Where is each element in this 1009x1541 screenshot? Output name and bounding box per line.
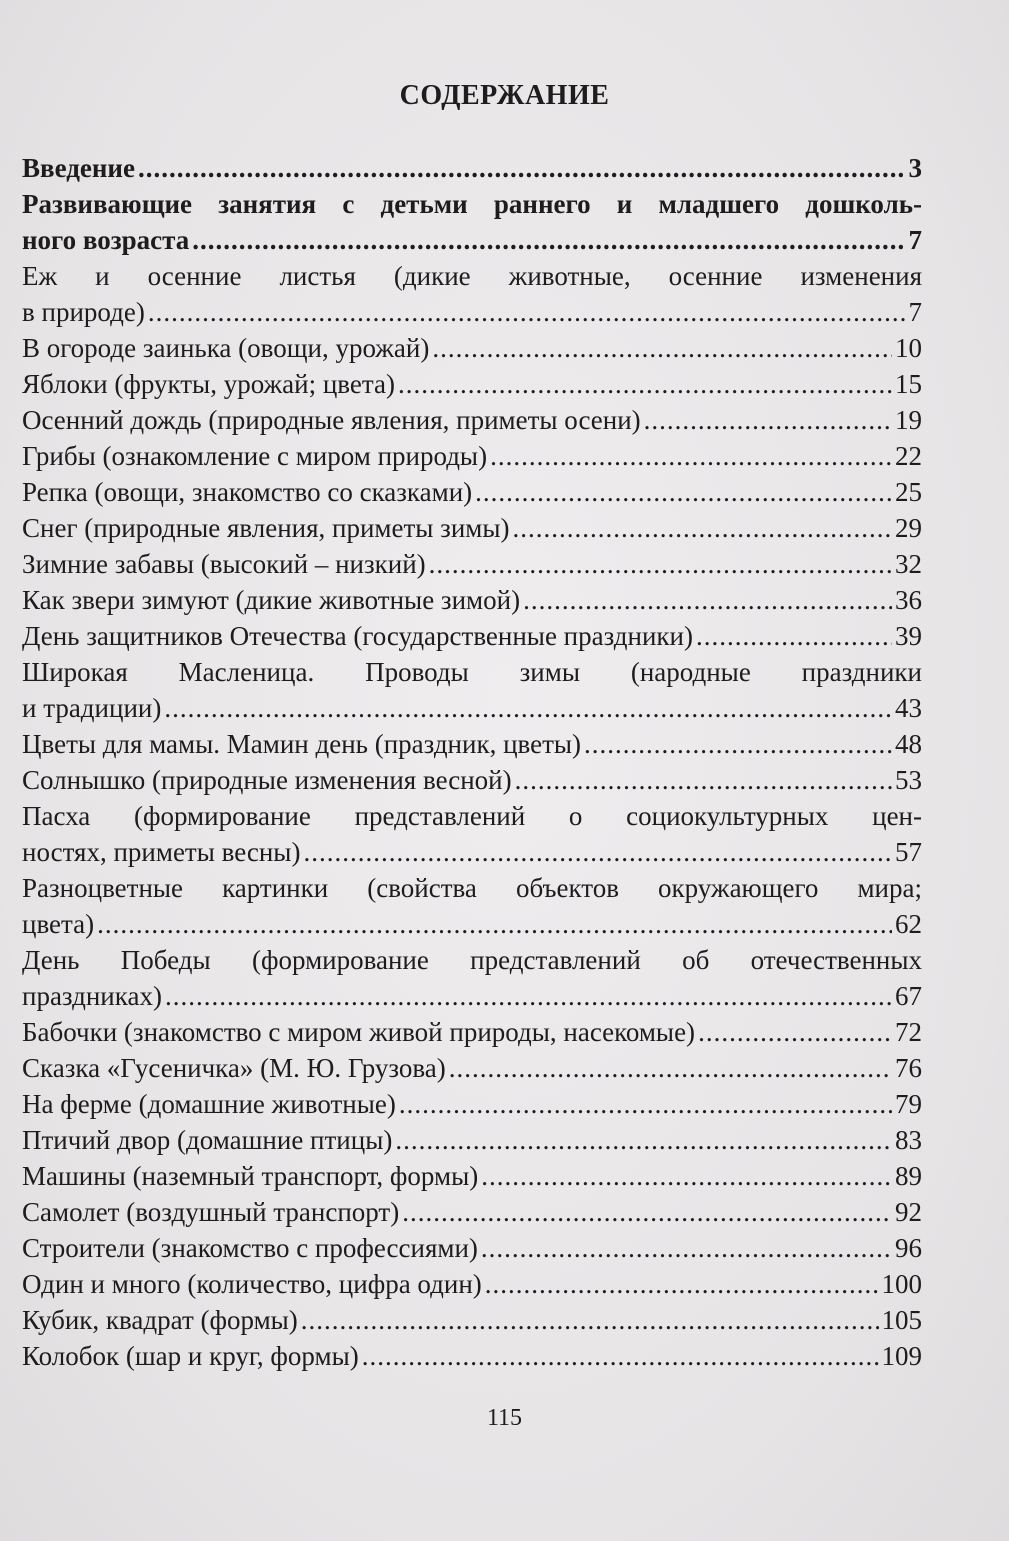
dot-leader [490, 438, 892, 474]
toc-entry-line [22, 762, 922, 798]
toc-entry-line [22, 294, 922, 330]
toc-entry-line [22, 834, 922, 870]
toc-entry-title: Как звери зимуют (дикие животные зимой) [22, 585, 521, 615]
toc-entry-line [22, 1086, 922, 1122]
dot-leader [399, 1086, 892, 1122]
toc-entry-line [22, 690, 922, 726]
toc-entry-page: 57 [895, 837, 922, 867]
toc-entry-line [22, 978, 922, 1014]
toc-entry-page: 48 [895, 729, 922, 759]
dot-leader [138, 150, 906, 186]
table-of-contents [22, 150, 922, 1374]
toc-entry-line [22, 510, 922, 546]
dot-leader [523, 582, 892, 618]
toc-entry-title: ностях, приметы весны) [22, 837, 301, 867]
toc-entry-page: 89 [895, 1161, 922, 1191]
toc-entry-page: 92 [895, 1197, 922, 1227]
toc-entry [22, 366, 922, 402]
toc-entry [22, 186, 922, 258]
toc-entry-page: 39 [895, 621, 922, 651]
toc-entry-title: ного возраста [22, 225, 190, 255]
toc-entry [22, 1194, 922, 1230]
dot-leader [696, 618, 892, 654]
dot-leader [395, 1122, 892, 1158]
toc-entry-title: Осенний дождь (природные явления, приметы осени) [22, 405, 641, 435]
toc-entry-page: 67 [895, 981, 922, 1011]
toc-entry-line [22, 618, 922, 654]
toc-entry-page: 83 [895, 1125, 922, 1155]
toc-entry-title: Цветы для мамы. Мамин день (праздник, цветы) [22, 729, 582, 759]
toc-entry [22, 654, 922, 726]
toc-entry-title: Птичий двор (домашние птицы) [22, 1125, 393, 1155]
dot-leader [148, 294, 906, 330]
dot-leader [398, 366, 892, 402]
toc-entry-title: Один и много (количество, цифра один) [22, 1269, 482, 1299]
toc-entry-line [22, 1230, 922, 1266]
toc-entry-title: в природе) [22, 297, 145, 327]
dot-leader [192, 222, 905, 258]
dot-leader [481, 1158, 892, 1194]
toc-entry-line [22, 1266, 922, 1302]
toc-entry-title: праздниках) [22, 981, 162, 1011]
page-number: 115 [486, 1405, 523, 1431]
toc-entry [22, 1050, 922, 1086]
toc-entry-title: Кубик, квадрат (формы) [22, 1305, 298, 1335]
dot-leader [301, 1302, 879, 1338]
toc-entry [22, 1338, 922, 1374]
toc-entry-page: 22 [895, 441, 922, 471]
toc-entry-title-line: День Победы (формирование представлений об отечественных [22, 945, 922, 975]
toc-entry-title-line: Еж и осенние листья (дикие животные, осенние изменения [22, 261, 922, 291]
toc-entry-title: цвета) [22, 909, 95, 939]
toc-entry-title: Бабочки (знакомство с миром живой природы, насекомые) [22, 1017, 696, 1047]
toc-entry [22, 726, 922, 762]
page-title: СОДЕРЖАНИЕ [399, 80, 610, 111]
toc-entry [22, 582, 922, 618]
toc-entry [22, 1266, 922, 1302]
toc-entry-title: Зимние забавы (высокий – низкий) [22, 549, 426, 579]
dot-leader [515, 762, 892, 798]
toc-entry-line [22, 222, 922, 258]
toc-entry-page: 105 [881, 1305, 922, 1335]
toc-entry [22, 618, 922, 654]
toc-entry [22, 1086, 922, 1122]
toc-entry [22, 870, 922, 942]
toc-entry-page: 100 [881, 1269, 922, 1299]
toc-entry [22, 546, 922, 582]
dot-leader [164, 690, 892, 726]
toc-entry-page: 72 [895, 1017, 922, 1047]
toc-entry-title-line: Пасха (формирование представлений о социокультурных цен- [22, 801, 922, 831]
toc-entry-title: Репка (овощи, знакомство со сказками) [22, 477, 473, 507]
toc-entry-title: Колобок (шар и круг, формы) [22, 1341, 359, 1371]
toc-entry-title: Введение [22, 153, 135, 183]
dot-leader [485, 1266, 879, 1302]
toc-entry [22, 510, 922, 546]
toc-entry-line [22, 474, 922, 510]
dot-leader [97, 906, 892, 942]
toc-entry-line [22, 906, 922, 942]
toc-entry-title: и традиции) [22, 693, 162, 723]
toc-entry-page: 32 [895, 549, 922, 579]
dot-leader [481, 1230, 892, 1266]
toc-entry-title: День защитников Отечества (государственные праздники) [22, 621, 693, 651]
toc-entry-page: 96 [895, 1233, 922, 1263]
toc-entry-line [22, 1302, 922, 1338]
dot-leader [362, 1338, 879, 1374]
toc-entry [22, 438, 922, 474]
toc-entry-line [22, 1338, 922, 1374]
toc-entry-line [22, 1050, 922, 1086]
toc-entry-page: 10 [895, 333, 922, 363]
toc-entry-line [22, 402, 922, 438]
toc-entry-title: Самолет (воздушный транспорт) [22, 1197, 400, 1227]
toc-entry-title: Грибы (ознакомление с миром природы) [22, 441, 488, 471]
toc-entry [22, 474, 922, 510]
toc-entry-page: 62 [895, 909, 922, 939]
toc-entry-title: Машины (наземный транспорт, формы) [22, 1161, 479, 1191]
toc-entry-line [22, 366, 922, 402]
toc-entry [22, 1302, 922, 1338]
dot-leader [449, 1050, 892, 1086]
dot-leader [698, 1014, 892, 1050]
toc-entry [22, 150, 922, 186]
toc-entry-page: 7 [908, 225, 922, 255]
toc-entry-title: Яблоки (фрукты, урожай; цвета) [22, 369, 395, 399]
toc-entry-title: Снег (природные явления, приметы зимы) [22, 513, 510, 543]
toc-entry [22, 330, 922, 366]
toc-entry-page: 109 [881, 1341, 922, 1371]
toc-entry [22, 1014, 922, 1050]
toc-entry-page: 43 [895, 693, 922, 723]
toc-entry-page: 79 [895, 1089, 922, 1119]
toc-entry [22, 1122, 922, 1158]
dot-leader [584, 726, 892, 762]
toc-entry-line [22, 330, 922, 366]
toc-entry-title-line: Развивающие занятия с детьми раннего и младшего дошколь- [22, 189, 922, 219]
toc-entry-page: 19 [895, 405, 922, 435]
dot-leader [475, 474, 892, 510]
dot-leader [402, 1194, 892, 1230]
dot-leader [429, 546, 892, 582]
toc-entry-line [22, 1122, 922, 1158]
toc-entry-page: 3 [908, 153, 922, 183]
toc-entry-page: 76 [895, 1053, 922, 1083]
toc-entry-line [22, 1158, 922, 1194]
dot-leader [165, 978, 892, 1014]
dot-leader [644, 402, 892, 438]
toc-entry [22, 762, 922, 798]
toc-entry-line [22, 582, 922, 618]
toc-entry-line [22, 1194, 922, 1230]
dot-leader [432, 330, 892, 366]
toc-entry-title: Солнышко (природные изменения весной) [22, 765, 512, 795]
toc-entry-title: В огороде заинька (овощи, урожай) [22, 333, 430, 363]
toc-entry-page: 7 [908, 297, 922, 327]
toc-entry-page: 36 [895, 585, 922, 615]
toc-entry-line [22, 726, 922, 762]
toc-entry [22, 1158, 922, 1194]
toc-entry [22, 798, 922, 870]
toc-entry [22, 942, 922, 1014]
toc-entry-title-line: Широкая Масленица. Проводы зимы (народные праздники [22, 657, 922, 687]
toc-entry-page: 25 [895, 477, 922, 507]
toc-entry-page: 53 [895, 765, 922, 795]
toc-entry-line [22, 1014, 922, 1050]
dot-leader [303, 834, 892, 870]
toc-entry-title: Строители (знакомство с профессиями) [22, 1233, 478, 1263]
toc-entry-title: На ферме (домашние животные) [22, 1089, 396, 1119]
toc-entry-line [22, 546, 922, 582]
toc-entry-page: 15 [895, 369, 922, 399]
toc-entry [22, 402, 922, 438]
toc-entry-title: Сказка «Гусеничка» (М. Ю. Грузова) [22, 1053, 446, 1083]
toc-entry [22, 258, 922, 330]
toc-entry-title-line: Разноцветные картинки (свойства объектов окружающего мира; [22, 873, 922, 903]
toc-entry [22, 1230, 922, 1266]
toc-entry-page: 29 [895, 513, 922, 543]
toc-entry-line [22, 438, 922, 474]
toc-entry-line [22, 150, 922, 186]
dot-leader [513, 510, 892, 546]
